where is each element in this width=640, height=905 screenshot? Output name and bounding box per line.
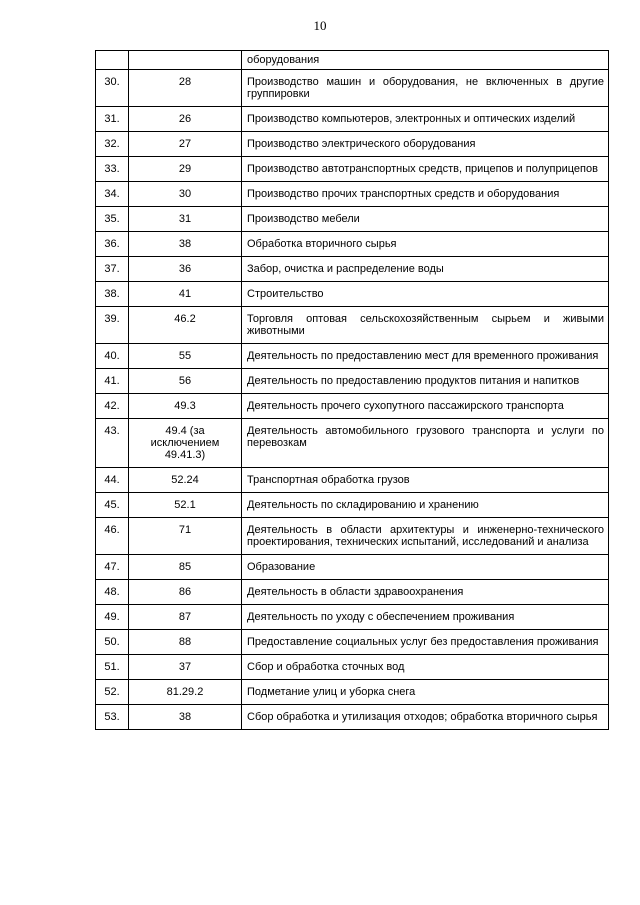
table-row: [96, 132, 609, 157]
table-row: [96, 157, 609, 182]
activity-description-cell: Деятельность по предоставлению мест для временного проживания: [242, 344, 609, 369]
okved-code-cell: 38: [129, 232, 242, 257]
activity-table: [95, 50, 609, 730]
activity-description-cell: Производство электрического оборудования: [242, 132, 609, 157]
okved-code-cell: 46.2: [129, 307, 242, 344]
activity-description-cell: Деятельность в области архитектуры и инженерно-технического проектирования, технических испытаний, исследований и анализа: [242, 518, 609, 555]
okved-code-cell: 88: [129, 630, 242, 655]
activity-description-cell: Производство машин и оборудования, не включенных в другие группировки: [242, 70, 609, 107]
row-number-cell: 48.: [96, 580, 129, 605]
activity-description-cell: Деятельность по складированию и хранению: [242, 493, 609, 518]
table-row: [96, 394, 609, 419]
activity-description-cell: Предоставление социальных услуг без предоставления проживания: [242, 630, 609, 655]
okved-code-cell: 36: [129, 257, 242, 282]
row-number-cell: [96, 51, 129, 70]
table-row: [96, 680, 609, 705]
okved-code-cell: 27: [129, 132, 242, 157]
row-number-cell: 35.: [96, 207, 129, 232]
table-row: [96, 419, 609, 468]
okved-code-cell: 55: [129, 344, 242, 369]
table-row: [96, 630, 609, 655]
row-number-cell: 40.: [96, 344, 129, 369]
table-row: [96, 705, 609, 730]
okved-code-cell: 28: [129, 70, 242, 107]
table-row: [96, 257, 609, 282]
okved-code-cell: 52.1: [129, 493, 242, 518]
activity-description-cell: Деятельность по уходу с обеспечением проживания: [242, 605, 609, 630]
okved-code-cell: 30: [129, 182, 242, 207]
row-number-cell: 34.: [96, 182, 129, 207]
table-row-continuation: [96, 51, 609, 70]
table-body: [96, 51, 609, 730]
row-number-cell: 38.: [96, 282, 129, 307]
activity-description-cell: Подметание улиц и уборка снега: [242, 680, 609, 705]
page-number: 10: [313, 18, 327, 33]
table-row: [96, 344, 609, 369]
table-row: [96, 369, 609, 394]
activity-description-cell: Деятельность в области здравоохранения: [242, 580, 609, 605]
okved-code-cell: 87: [129, 605, 242, 630]
activity-description-cell: Забор, очистка и распределение воды: [242, 257, 609, 282]
table-row: [96, 605, 609, 630]
table-row: [96, 282, 609, 307]
okved-code-cell: 86: [129, 580, 242, 605]
row-number-cell: 45.: [96, 493, 129, 518]
row-number-cell: 33.: [96, 157, 129, 182]
table-row: [96, 70, 609, 107]
okved-code-cell: 41: [129, 282, 242, 307]
row-number-cell: 44.: [96, 468, 129, 493]
row-number-cell: 39.: [96, 307, 129, 344]
okved-code-cell: 56: [129, 369, 242, 394]
table-row: [96, 655, 609, 680]
row-number-cell: 36.: [96, 232, 129, 257]
okved-code-cell: [129, 51, 242, 70]
activity-description-cell: Образование: [242, 555, 609, 580]
okved-code-cell: 37: [129, 655, 242, 680]
row-number-cell: 42.: [96, 394, 129, 419]
activity-description-cell: Производство мебели: [242, 207, 609, 232]
okved-code-cell: 29: [129, 157, 242, 182]
table-row: [96, 232, 609, 257]
row-number-cell: 52.: [96, 680, 129, 705]
table-row: [96, 207, 609, 232]
okved-code-cell: 71: [129, 518, 242, 555]
row-number-cell: 49.: [96, 605, 129, 630]
row-number-cell: 47.: [96, 555, 129, 580]
okved-code-cell: 26: [129, 107, 242, 132]
table-row: [96, 493, 609, 518]
okved-code-cell: 38: [129, 705, 242, 730]
table-row: [96, 580, 609, 605]
okved-code-cell: 49.3: [129, 394, 242, 419]
row-number-cell: 30.: [96, 70, 129, 107]
row-number-cell: 46.: [96, 518, 129, 555]
row-number-cell: 43.: [96, 419, 129, 468]
activity-description-cell: Сбор и обработка сточных вод: [242, 655, 609, 680]
activity-description-cell: Транспортная обработка грузов: [242, 468, 609, 493]
table-row: [96, 518, 609, 555]
activity-description-cell: Производство автотранспортных средств, прицепов и полуприцепов: [242, 157, 609, 182]
activity-description-cell: Строительство: [242, 282, 609, 307]
okved-code-cell: 49.4 (за исключением 49.41.3): [129, 419, 242, 468]
activity-description-cell: Сбор обработка и утилизация отходов; обработка вторичного сырья: [242, 705, 609, 730]
okved-code-cell: 52.24: [129, 468, 242, 493]
table-row: [96, 468, 609, 493]
row-number-cell: 51.: [96, 655, 129, 680]
activity-description-cell: оборудования: [242, 51, 609, 70]
table-row: [96, 555, 609, 580]
row-number-cell: 32.: [96, 132, 129, 157]
okved-code-cell: 81.29.2: [129, 680, 242, 705]
activity-description-cell: Деятельность прочего сухопутного пассажирского транспорта: [242, 394, 609, 419]
row-number-cell: 50.: [96, 630, 129, 655]
table-row: [96, 107, 609, 132]
activity-description-cell: Деятельность автомобильного грузового транспорта и услуги по перевозкам: [242, 419, 609, 468]
table-row: [96, 307, 609, 344]
okved-code-cell: 31: [129, 207, 242, 232]
activity-description-cell: Обработка вторичного сырья: [242, 232, 609, 257]
table-row: [96, 182, 609, 207]
activity-description-cell: Торговля оптовая сельскохозяйственным сырьем и живыми животными: [242, 307, 609, 344]
row-number-cell: 41.: [96, 369, 129, 394]
row-number-cell: 53.: [96, 705, 129, 730]
okved-code-cell: 85: [129, 555, 242, 580]
row-number-cell: 37.: [96, 257, 129, 282]
activity-description-cell: Производство компьютеров, электронных и оптических изделий: [242, 107, 609, 132]
row-number-cell: 31.: [96, 107, 129, 132]
activity-description-cell: Производство прочих транспортных средств и оборудования: [242, 182, 609, 207]
activity-description-cell: Деятельность по предоставлению продуктов питания и напитков: [242, 369, 609, 394]
